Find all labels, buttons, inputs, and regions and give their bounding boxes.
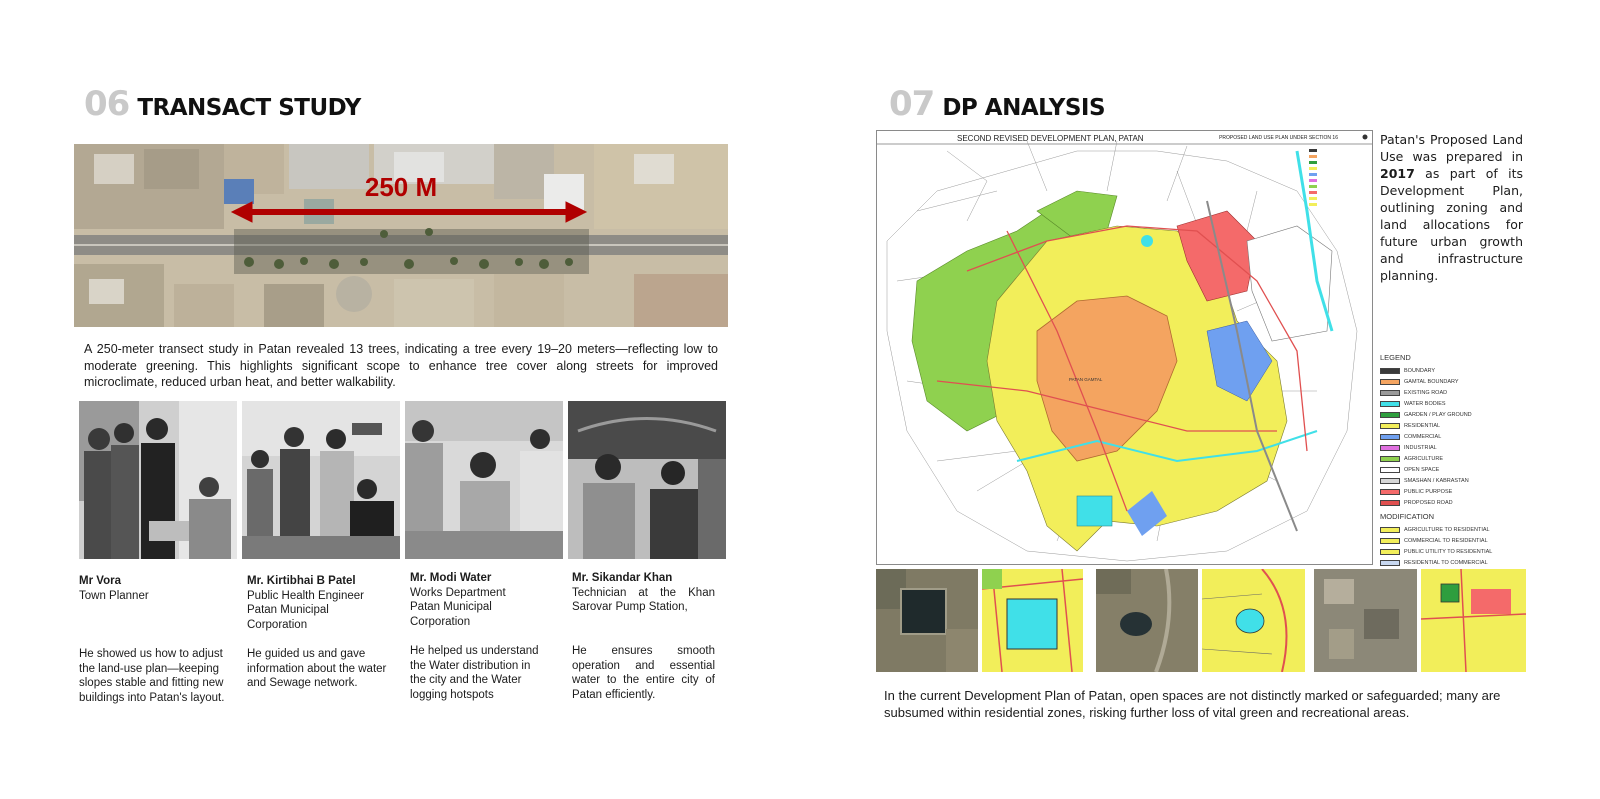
legend-swatch — [1380, 379, 1400, 385]
legend-item — [1380, 365, 1530, 376]
legend-swatch — [1380, 489, 1400, 495]
legend-swatch — [1380, 368, 1400, 374]
legend-label: RESIDENTIAL — [1404, 422, 1441, 429]
map-gamtal-label: PATAN GAMTAL — [1069, 377, 1103, 382]
modification-swatch — [1380, 538, 1400, 544]
legend-item — [1380, 431, 1530, 442]
modification-label: COMMERCIAL TO RESIDENTIAL — [1404, 537, 1488, 544]
dp-thumbnail-1 — [982, 569, 1083, 672]
legend-item — [1380, 453, 1530, 464]
legend-item — [1380, 409, 1530, 420]
modification-item — [1380, 546, 1530, 557]
person-photo-3 — [405, 401, 563, 559]
dp-thumbnail-3 — [1421, 569, 1526, 672]
legend-swatch — [1380, 445, 1400, 451]
person-name: Mr. Sikandar Khan — [572, 572, 673, 584]
legend-swatch — [1380, 390, 1400, 396]
satellite-thumbnail-3 — [1314, 569, 1417, 672]
person-card-2 — [247, 574, 407, 632]
person-role: Public Health Engineer Patan Municipal Corporation — [247, 589, 364, 631]
person-photo-1 — [79, 401, 237, 559]
section-title: DP ANALYSIS — [942, 95, 1106, 121]
legend-item — [1380, 420, 1530, 431]
legend-item — [1380, 442, 1530, 453]
legend-title: LEGEND — [1380, 353, 1411, 362]
dp-thumbnail-2 — [1202, 569, 1305, 672]
modification-label: RESIDENTIAL TO COMMERCIAL — [1404, 559, 1488, 566]
development-plan-map — [876, 130, 1373, 565]
person-card-4 — [572, 571, 715, 615]
legend-items — [1380, 365, 1530, 508]
dp-note — [1380, 131, 1523, 284]
person-card-3 — [410, 571, 570, 629]
satellite-thumbnail-2 — [1096, 569, 1198, 672]
legend-label: PROPOSED ROAD — [1404, 499, 1453, 506]
person-description: He ensures smooth operation and essential water to the entire city of Patan efficiently. — [572, 645, 715, 701]
modification-item — [1380, 535, 1530, 546]
modification-item — [1380, 524, 1530, 535]
section-title: TRANSACT STUDY — [137, 95, 361, 121]
legend-label: SMASHAN / KABRASTAN — [1404, 477, 1469, 484]
map-subtitle: PROPOSED LAND USE PLAN UNDER SECTION 16 — [1219, 135, 1338, 141]
dp-bottom-note: In the current Development Plan of Patan, open spaces are not distinctly marked or safeguarded; many are subsumed within residential zones, risking further loss of vital green and recreational areas. — [884, 688, 1501, 720]
transect-description: A 250-meter transect study in Patan revealed 13 trees, indicating a tree every 19–20 meters—reflecting low to moderate greening. This highlights significant scope to enhance tree cover along streets for improved microclimate, reduced urban heat, and better walkability. — [84, 342, 718, 389]
section-number: 07 — [889, 84, 935, 124]
person-description: He helped us understand the Water distribution in the city and the Water logging hotspots — [410, 645, 539, 701]
person-photo-2 — [242, 401, 400, 559]
modification-swatch — [1380, 549, 1400, 555]
distance-label: 250 M — [364, 172, 438, 202]
legend-item — [1380, 376, 1530, 387]
modification-swatch — [1380, 527, 1400, 533]
legend-item — [1380, 497, 1530, 508]
person-name: Mr. Kirtibhai B Patel — [247, 575, 356, 587]
legend-label: COMMERCIAL — [1404, 433, 1442, 440]
person-name: Mr. Modi Water — [410, 572, 492, 584]
legend-label: WATER BODIES — [1404, 400, 1446, 407]
modification-swatch — [1380, 560, 1400, 566]
legend-label: PUBLIC PURPOSE — [1404, 488, 1453, 495]
modification-items — [1380, 524, 1530, 568]
person-description: He showed us how to adjust the land-use plan—keeping slopes stable and fitting new buildings into Patan's layout. — [79, 648, 225, 704]
legend-swatch — [1380, 500, 1400, 506]
modification-label: PUBLIC UTILITY TO RESIDENTIAL — [1404, 548, 1493, 555]
legend-item — [1380, 486, 1530, 497]
section-number: 06 — [84, 84, 130, 124]
legend-swatch — [1380, 401, 1400, 407]
person-role: Town Planner — [79, 589, 149, 602]
legend-item — [1380, 387, 1530, 398]
legend-label: EXISTING ROAD — [1404, 389, 1448, 396]
legend-swatch — [1380, 478, 1400, 484]
legend-swatch — [1380, 434, 1400, 440]
modification-label: AGRICULTURE TO RESIDENTIAL — [1404, 526, 1490, 533]
legend-label: INDUSTRIAL — [1404, 444, 1437, 451]
dp-note-lead: Patan's Proposed Land Use was prepared in — [1380, 132, 1523, 164]
person-description: He guided us and gave information about the water and Sewage network. — [247, 648, 387, 689]
legend-item — [1380, 398, 1530, 409]
legend-label: OPEN SPACE — [1404, 466, 1440, 473]
dp-note-year: 2017 — [1380, 166, 1415, 181]
legend-swatch — [1380, 423, 1400, 429]
transect-aerial-image — [74, 144, 728, 327]
person-card-1 — [79, 574, 239, 603]
dp-note-tail: as part of its Development Plan, outlining zoning and land allocations for future urban growth and infrastructure planning. — [1380, 166, 1523, 283]
person-photo-4 — [568, 401, 726, 559]
legend-item — [1380, 464, 1530, 475]
legend-swatch — [1380, 456, 1400, 462]
modification-title: MODIFICATION — [1380, 512, 1435, 521]
map-legend — [1380, 353, 1530, 568]
transect-heading — [84, 84, 361, 124]
person-name: Mr Vora — [79, 575, 121, 587]
person-role: Technician at the Khan Sarovar Pump Station, — [572, 586, 715, 613]
legend-label: BOUNDARY — [1404, 367, 1436, 374]
satellite-thumbnail-1 — [876, 569, 978, 672]
map-title: SECOND REVISED DEVELOPMENT PLAN, PATAN — [957, 134, 1144, 143]
modification-item — [1380, 557, 1530, 568]
person-role: Works Department Patan Municipal Corporation — [410, 586, 506, 628]
legend-swatch — [1380, 467, 1400, 473]
legend-item — [1380, 475, 1530, 486]
legend-label: AGRICULTURE — [1404, 455, 1444, 462]
legend-swatch — [1380, 412, 1400, 418]
dp-heading — [889, 84, 1105, 124]
legend-label: GARDEN / PLAY GROUND — [1404, 411, 1472, 418]
legend-label: GAMTAL BOUNDARY — [1404, 378, 1459, 385]
